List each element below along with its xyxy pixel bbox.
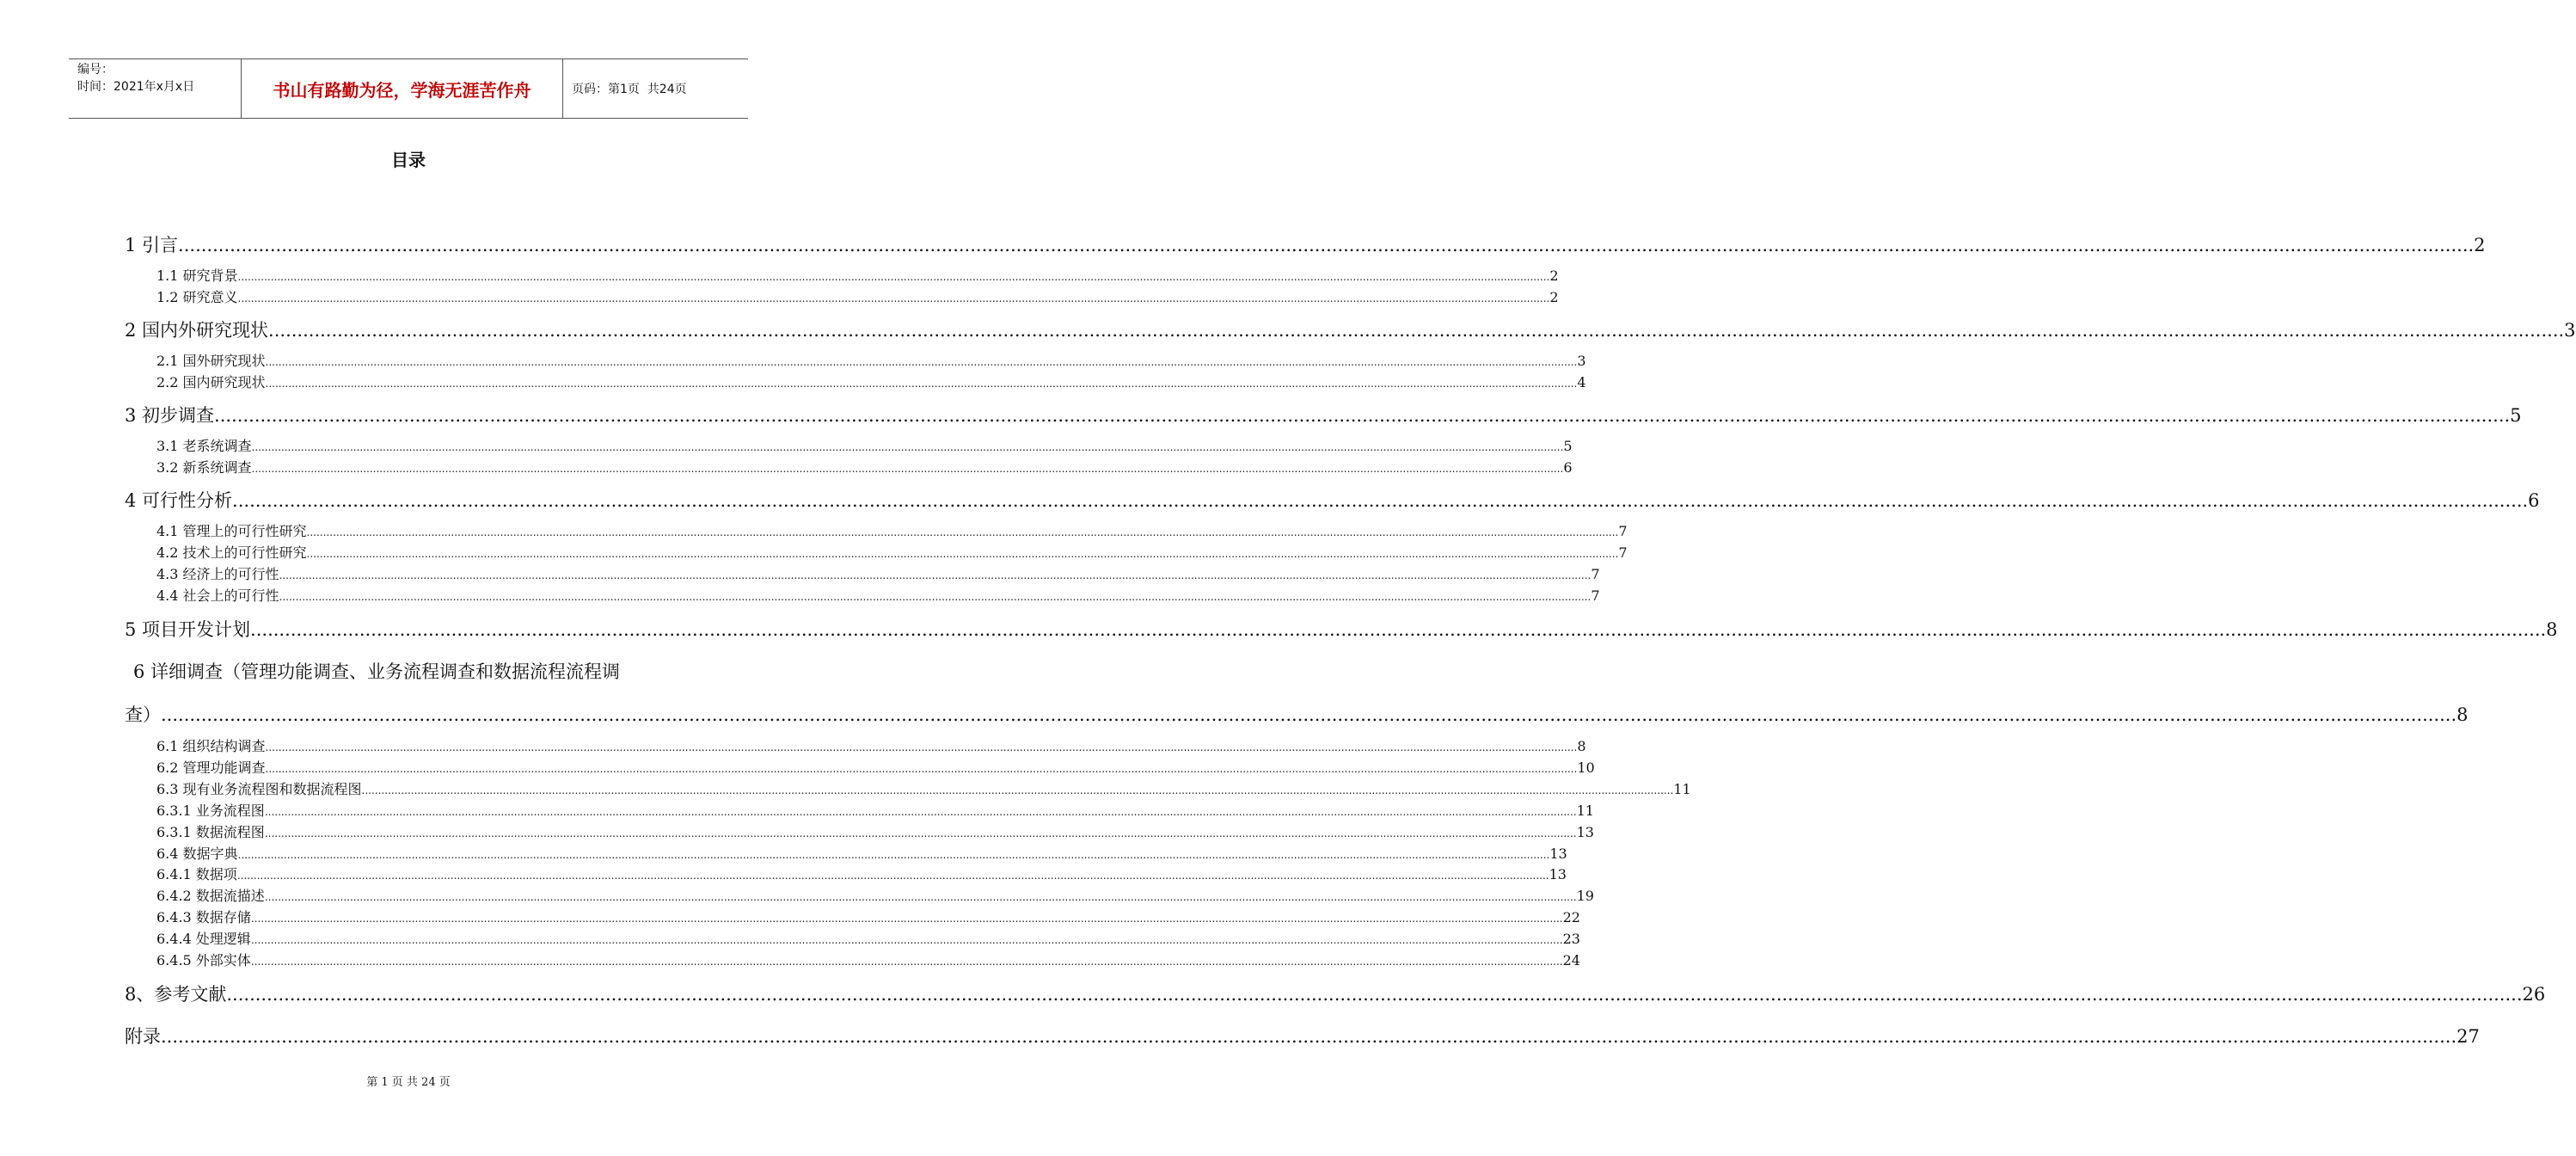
toc-entry-label: 8、参考文献 bbox=[125, 984, 227, 1005]
toc-entry[interactable] bbox=[156, 544, 1628, 563]
toc-entry-page: 5 bbox=[2510, 405, 2522, 426]
toc-entry[interactable] bbox=[156, 865, 1567, 884]
toc-entry[interactable] bbox=[156, 352, 1586, 371]
toc-entry-page: 13 bbox=[1549, 845, 1567, 862]
toc-entry[interactable] bbox=[156, 267, 1559, 286]
toc-entry-page: 8 bbox=[1577, 738, 1586, 754]
toc-entry-page: 8 bbox=[2456, 704, 2469, 725]
toc-entry-label: 6.3 现有业务流程图和数据流程图 bbox=[156, 781, 362, 797]
toc-entry[interactable] bbox=[125, 981, 2546, 1007]
page-header bbox=[69, 58, 748, 119]
toc-entry-label: 5 项目开发计划 bbox=[125, 619, 251, 640]
page-footer: 第 1 页 共 24 页 bbox=[366, 1076, 451, 1089]
toc-leader-dots: ................................................................................................................................................................................................................................................................................................................................................................................................................ bbox=[178, 235, 2475, 255]
toc-entry-page: 7 bbox=[1618, 544, 1628, 561]
toc-entry-page: 2 bbox=[2474, 235, 2486, 255]
toc-entry[interactable] bbox=[156, 823, 1594, 842]
toc-entry[interactable] bbox=[156, 587, 1600, 606]
page-title: 目录 bbox=[391, 150, 426, 170]
toc-entry[interactable] bbox=[125, 317, 2576, 343]
toc-entry[interactable] bbox=[156, 951, 1580, 970]
toc-leader-dots: ................................................................................................................................................................................................................................................................................................................................................................................................................ bbox=[361, 784, 1674, 796]
toc-entry-page: 13 bbox=[1576, 824, 1594, 840]
toc-entry[interactable] bbox=[156, 908, 1580, 927]
toc-entry-label: 4.3 经济上的可行性 bbox=[156, 566, 279, 582]
toc-leader-dots: ................................................................................................................................................................................................................................................................................................................................................................................................................ bbox=[226, 984, 2523, 1005]
toc-entry-label: 6.4.5 外部实体 bbox=[156, 952, 251, 968]
header-motto bbox=[242, 59, 563, 118]
toc-entry-page: 26 bbox=[2522, 984, 2546, 1005]
toc-leader-dots: ................................................................................................................................................................................................................................................................................................................................................................................................................ bbox=[250, 913, 1563, 925]
toc-entry-label: 4.1 管理上的可行性研究 bbox=[156, 523, 307, 539]
toc-leader-dots: ................................................................................................................................................................................................................................................................................................................................................................................................................ bbox=[279, 569, 1592, 581]
toc-leader-dots: ................................................................................................................................................................................................................................................................................................................................................................................................................ bbox=[161, 704, 2457, 725]
toc-leader-dots: ................................................................................................................................................................................................................................................................................................................................................................................................................ bbox=[250, 956, 1563, 968]
toc-entry-page: 19 bbox=[1576, 888, 1594, 904]
toc-leader-dots: ................................................................................................................................................................................................................................................................................................................................................................................................................ bbox=[265, 741, 1578, 753]
toc-leader-dots: ................................................................................................................................................................................................................................................................................................................................................................................................................ bbox=[306, 526, 1619, 538]
toc-leader-dots: ................................................................................................................................................................................................................................................................................................................................................................................................................ bbox=[265, 356, 1578, 368]
toc-entry-label: 3.1 老系统调查 bbox=[156, 438, 252, 454]
toc-entry-page: 22 bbox=[1562, 909, 1580, 925]
toc-entry-label: 3 初步调查 bbox=[125, 405, 215, 426]
toc-entry-page: 27 bbox=[2456, 1026, 2480, 1047]
toc-entry[interactable] bbox=[156, 759, 1595, 778]
toc-entry[interactable] bbox=[156, 437, 1573, 456]
toc-entry[interactable] bbox=[125, 702, 2469, 728]
toc-entry[interactable] bbox=[125, 403, 2522, 428]
toc-entry[interactable] bbox=[156, 373, 1586, 392]
toc-leader-dots: ................................................................................................................................................................................................................................................................................................................................................................................................................ bbox=[264, 806, 1577, 818]
toc-entry[interactable] bbox=[156, 802, 1594, 821]
toc-entry-label: 4 可行性分析 bbox=[125, 490, 233, 511]
toc-entry[interactable] bbox=[156, 930, 1580, 949]
toc-leader-dots: ................................................................................................................................................................................................................................................................................................................................................................................................................ bbox=[214, 405, 2511, 426]
toc-entry-page: 7 bbox=[1591, 566, 1600, 582]
toc-entry-label: 2.2 国内研究现状 bbox=[156, 374, 266, 390]
toc-entry-label: 6.4.2 数据流描述 bbox=[156, 888, 265, 904]
toc-entry-label: 6.4.1 数据项 bbox=[156, 866, 237, 882]
toc-entry-page: 11 bbox=[1576, 802, 1594, 819]
toc-entry-page: 6 bbox=[1563, 459, 1573, 476]
toc-leader-dots: ................................................................................................................................................................................................................................................................................................................................................................................................................ bbox=[232, 490, 2529, 511]
toc-leader-dots: ................................................................................................................................................................................................................................................................................................................................................................................................................ bbox=[250, 934, 1563, 946]
motto-text: 书山有路勤为径，学海无涯苦作舟 bbox=[273, 79, 531, 101]
toc-leader-dots: ................................................................................................................................................................................................................................................................................................................................................................................................................ bbox=[251, 441, 1564, 453]
toc-leader-dots: ................................................................................................................................................................................................................................................................................................................................................................................................................ bbox=[279, 591, 1592, 603]
number-label: 编号： bbox=[77, 63, 113, 77]
toc-entry[interactable] bbox=[156, 522, 1628, 541]
time-label: 时间：2021年x月x日 bbox=[77, 80, 195, 94]
toc-entry[interactable] bbox=[156, 458, 1573, 477]
toc-entry-label: 1.1 研究背景 bbox=[156, 267, 238, 284]
toc-entry-page: 4 bbox=[1577, 374, 1586, 390]
toc-leader-dots: ................................................................................................................................................................................................................................................................................................................................................................................................................ bbox=[264, 827, 1577, 839]
toc-entry[interactable] bbox=[156, 887, 1594, 906]
toc-entry-page: 2 bbox=[1549, 289, 1559, 305]
toc-leader-dots: ................................................................................................................................................................................................................................................................................................................................................................................................................ bbox=[237, 292, 1550, 304]
toc-leader-dots: ................................................................................................................................................................................................................................................................................................................................................................................................................ bbox=[265, 378, 1578, 390]
toc-entry[interactable] bbox=[125, 488, 2540, 513]
toc-leader-dots: ................................................................................................................................................................................................................................................................................................................................................................................................................ bbox=[161, 1026, 2457, 1047]
header-page-info: 页码：第1页 共24页 bbox=[572, 83, 687, 96]
toc-entry-page: 3 bbox=[2564, 320, 2576, 341]
toc-entry-label: 1.2 研究意义 bbox=[156, 289, 238, 305]
toc-leader-dots: ................................................................................................................................................................................................................................................................................................................................................................................................................ bbox=[251, 463, 1564, 475]
toc-entry[interactable] bbox=[125, 617, 2558, 643]
toc-entry-label: 2.1 国外研究现状 bbox=[156, 353, 266, 369]
toc-entry-page: 5 bbox=[1563, 438, 1573, 454]
toc-leader-dots: ................................................................................................................................................................................................................................................................................................................................................................................................................ bbox=[237, 271, 1550, 283]
toc-entry-label: 6.2 管理功能调查 bbox=[156, 759, 266, 776]
toc-entry-label: 6.1 组织结构调查 bbox=[156, 738, 266, 754]
toc-entry-page: 7 bbox=[1618, 523, 1628, 539]
toc-entry-label: 3.2 新系统调查 bbox=[156, 459, 252, 476]
toc-entry-label: 查） bbox=[125, 704, 161, 725]
toc-entry-label: 6.3.1 数据流程图 bbox=[156, 824, 265, 840]
toc-leader-dots: ................................................................................................................................................................................................................................................................................................................................................................................................................ bbox=[268, 320, 2565, 341]
toc-leader-dots: ................................................................................................................................................................................................................................................................................................................................................................................................................ bbox=[264, 891, 1577, 903]
toc-leader-dots: ................................................................................................................................................................................................................................................................................................................................................................................................................ bbox=[250, 619, 2547, 640]
toc-entry-label: 4.4 社会上的可行性 bbox=[156, 587, 279, 604]
toc-entry-page: 8 bbox=[2546, 619, 2558, 640]
toc-entry-page: 7 bbox=[1591, 587, 1600, 604]
toc-entry[interactable] bbox=[156, 845, 1567, 864]
toc-entry[interactable] bbox=[125, 232, 2486, 258]
toc-entry-label: 4.2 技术上的可行性研究 bbox=[156, 544, 307, 561]
toc-entry-label: 6.4 数据字典 bbox=[156, 845, 238, 862]
header-meta bbox=[69, 59, 242, 118]
toc-entry[interactable] bbox=[156, 737, 1586, 756]
toc-entry-label: 1 引言 bbox=[125, 235, 179, 255]
toc-entry-page: 2 bbox=[1549, 267, 1559, 284]
toc-leader-dots: ................................................................................................................................................................................................................................................................................................................................................................................................................ bbox=[306, 548, 1619, 560]
toc-entry[interactable] bbox=[156, 780, 1691, 799]
toc-entry-label: 附录 bbox=[125, 1026, 161, 1047]
toc-entry-label: 2 国内外研究现状 bbox=[125, 320, 269, 341]
toc-leader-dots: ................................................................................................................................................................................................................................................................................................................................................................................................................ bbox=[237, 849, 1550, 861]
toc-entry[interactable] bbox=[125, 1024, 2480, 1049]
toc-entry-label: 6.4.4 处理逻辑 bbox=[156, 931, 251, 947]
toc-entry-page: 24 bbox=[1562, 952, 1580, 968]
toc-entry-page: 3 bbox=[1577, 353, 1586, 369]
toc-entry-label: 6.4.3 数据存储 bbox=[156, 909, 251, 925]
toc-leader-dots: ................................................................................................................................................................................................................................................................................................................................................................................................................ bbox=[236, 870, 1549, 882]
toc-entry[interactable] bbox=[156, 565, 1600, 584]
toc-entry-page: 10 bbox=[1577, 759, 1595, 776]
toc-entry-page: 6 bbox=[2528, 490, 2540, 511]
toc-entry-label: 6.3.1 业务流程图 bbox=[156, 802, 265, 819]
toc-leader-dots: ................................................................................................................................................................................................................................................................................................................................................................................................................ bbox=[265, 763, 1578, 775]
toc-entry-label-line1: 6 详细调查（管理功能调查、业务流程调查和数据流程流程调 bbox=[133, 661, 621, 682]
toc-entry-page: 11 bbox=[1673, 781, 1691, 797]
toc-entry-page: 23 bbox=[1562, 931, 1580, 947]
toc-entry-page: 13 bbox=[1549, 866, 1567, 882]
toc-entry[interactable] bbox=[156, 288, 1559, 307]
